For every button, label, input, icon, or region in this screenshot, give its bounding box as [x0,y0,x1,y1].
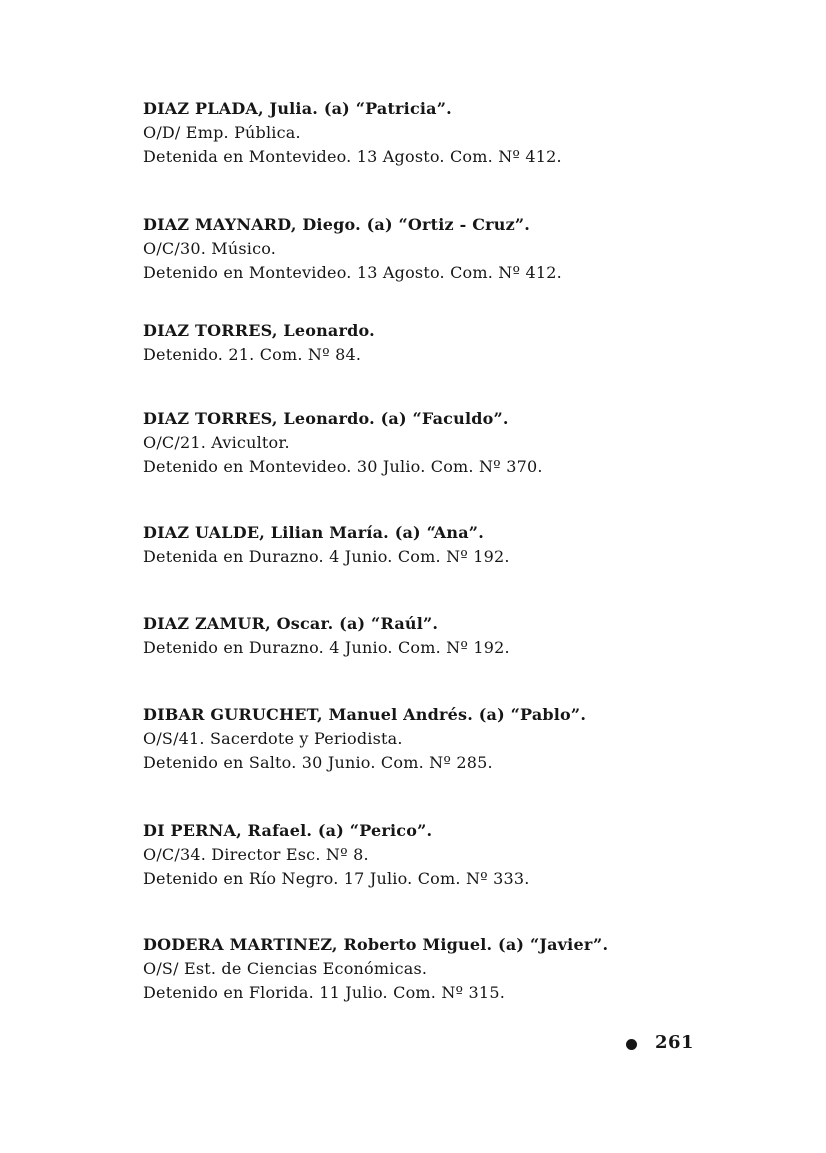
page-footer [626,1029,694,1055]
entry-name-line: DIBAR GURUCHET, Manuel Andrés. (a) “Pablo”. [143,705,587,724]
entry-dodera-martinez [143,933,608,1005]
entry-name-line: DIAZ ZAMUR, Oscar. (a) “Raúl”. [143,614,439,633]
entry-diaz-torres-1 [143,319,375,367]
entry-di-perna [143,819,530,891]
entry-detention-line: Detenido en Durazno. 4 Junio. Com. Nº 192. [143,638,510,657]
entry-diaz-maynard [143,213,562,285]
entry-diaz-zamur [143,612,510,660]
entry-detail-line: O/C/34. Director Esc. Nº 8. [143,845,369,864]
entry-detail-line: O/D/ Emp. Pública. [143,123,301,142]
entry-diaz-plada [143,97,562,169]
entry-detention-line: Detenido en Montevideo. 13 Agosto. Com. Nº 412. [143,263,562,282]
page-number: 261 [655,1031,695,1053]
entry-detail-line: O/S/ Est. de Ciencias Económicas. [143,959,428,978]
entry-diaz-ualde [143,521,510,569]
entry-detention-line: Detenido en Florida. 11 Julio. Com. Nº 315. [143,983,505,1002]
entry-detention-line: Detenido. 21. Com. Nº 84. [143,345,362,364]
entry-diaz-torres-2 [143,407,543,479]
entry-detention-line: Detenido en Río Negro. 17 Julio. Com. Nº 333. [143,869,530,888]
entry-detail-line: O/C/30. Músico. [143,239,277,258]
entry-name-line: DIAZ MAYNARD, Diego. (a) “Ortiz - Cruz”. [143,215,531,234]
entry-name-line: DI PERNA, Rafael. (a) “Perico”. [143,821,433,840]
entry-detention-line: Detenida en Montevideo. 13 Agosto. Com. Nº 412. [143,147,562,166]
entry-detail-line: O/C/21. Avicultor. [143,433,290,452]
entry-name-line: DODERA MARTINEZ, Roberto Miguel. (a) “Javier”. [143,935,609,954]
entry-name-line: DIAZ TORRES, Leonardo. [143,321,375,340]
entry-name-line: DIAZ TORRES, Leonardo. (a) “Faculdo”. [143,409,509,428]
entry-detention-line: Detenida en Durazno. 4 Junio. Com. Nº 192. [143,547,510,566]
entry-name-line: DIAZ UALDE, Lilian María. (a) “Ana”. [143,523,484,542]
entry-detail-line: O/S/41. Sacerdote y Periodista. [143,729,403,748]
entry-detention-line: Detenido en Montevideo. 30 Julio. Com. Nº 370. [143,457,543,476]
entry-dibar-guruchet [143,703,586,775]
entry-detention-line: Detenido en Salto. 30 Junio. Com. Nº 285. [143,753,493,772]
bullet-icon [626,1039,637,1050]
entry-name-line: DIAZ PLADA, Julia. (a) “Patricia”. [143,99,452,118]
